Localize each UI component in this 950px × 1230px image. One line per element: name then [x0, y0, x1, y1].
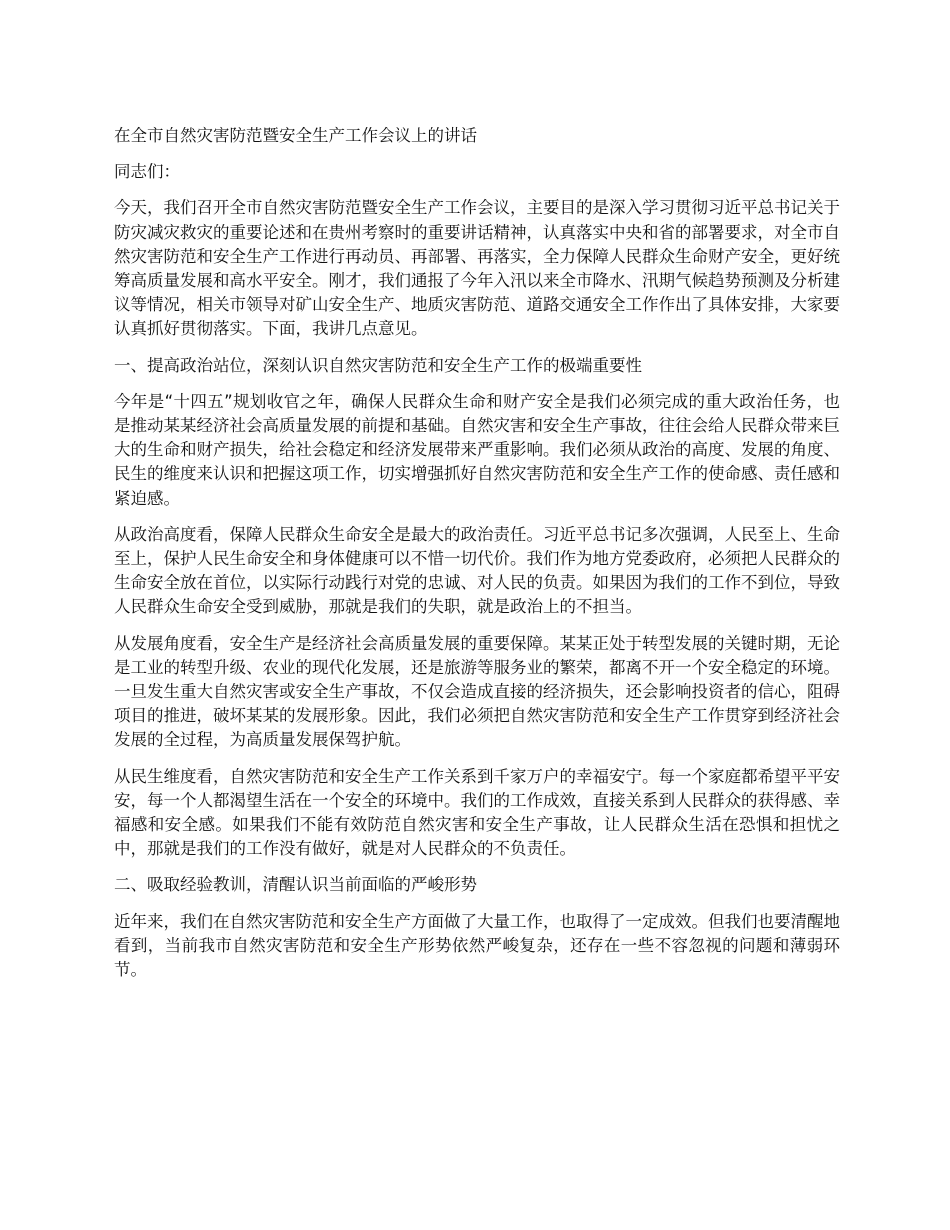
paragraph-development-perspective: 从发展角度看，安全生产是经济社会高质量发展的重要保障。某某正处于转型发展的关键时期，无论是工业的转型升级、农业的现代化发展，还是旅游等服务业的繁荣，都离不开一个安全稳定的环境。一旦发生重大自然灾害或安全生产事故，不仅会造成直接的经济损失，还会影响投资者的信心，阻碍项目的推进，破坏某某的发展形象。因此，我们必须把自然灾害防范和安全生产工作贯穿到经济社会发展的全过程，为高质量发展保驾护航。	[114, 633, 840, 750]
paragraph-section2-overview: 近年来，我们在自然灾害防范和安全生产方面做了大量工作，也取得了一定成效。但我们也要清醒地看到，当前我市自然灾害防范和安全生产形势依然严峻复杂，还存在一些不容忽视的问题和薄弱环节。	[114, 911, 840, 980]
paragraph-intro: 今天，我们召开全市自然灾害防范暨安全生产工作会议，主要目的是深入学习贯彻习近平总书记关于防灾减灾救灾的重要论述和在贵州考察时的重要讲话精神，认真落实中央和省的部署要求，对全市自然灾害防范和安全生产工作进行再动员、再部署、再落实，全力保障人民群众生命财产安全，更好统筹高质量发展和高水平安全。刚才，我们通报了今年入汛以来全市降水、汛期气候趋势预测及分析建议等情况，相关市领导对矿山安全生产、地质灾害防范、道路交通安全工作作出了具体安排，大家要认真抓好贯彻落实。下面，我讲几点意见。	[114, 198, 840, 339]
salutation: 同志们：	[114, 162, 180, 182]
paragraph-section1-overview: 今年是“十四五”规划收官之年，确保人民群众生命和财产安全是我们必须完成的重大政治任务，也是推动某某经济社会高质量发展的前提和基础。自然灾害和安全生产事故，往往会给人民群众带来巨大的生命和财产损失，给社会稳定和经济发展带来严重影响。我们必须从政治的高度、发展的角度、民生的维度来认识和把握这项工作，切实增强抓好自然灾害防范和安全生产工作的使命感、责任感和紧迫感。	[114, 391, 840, 508]
section-heading-1: 一、提高政治站位，深刻认识自然灾害防范和安全生产工作的极端重要性	[114, 355, 642, 375]
document-page	[114, 124, 840, 994]
section-heading-2: 二、吸取经验教训，清醒认识当前面临的严峻形势	[114, 875, 477, 895]
document-title: 在全市自然灾害防范暨安全生产工作会议上的讲话	[114, 126, 477, 145]
paragraph-livelihood-perspective: 从民生维度看，自然灾害防范和安全生产工作关系到千家万户的幸福安宁。每一个家庭都希望平平安安，每一个人都渴望生活在一个安全的环境中。我们的工作成效，直接关系到人民群众的获得感、幸福感和安全感。如果我们不能有效防范自然灾害和安全生产事故，让人民群众生活在恐惧和担忧之中，那就是我们的工作没有做好，就是对人民群众的不负责任。	[114, 766, 840, 859]
paragraph-political-perspective: 从政治高度看，保障人民群众生命安全是最大的政治责任。习近平总书记多次强调，人民至上、生命至上，保护人民生命安全和身体健康可以不惜一切代价。我们作为地方党委政府，必须把人民群众的生命安全放在首位，以实际行动践行对党的忠诚、对人民的负责。如果因为我们的工作不到位，导致人民群众生命安全受到威胁，那就是我们的失职，就是政治上的不担当。	[114, 524, 840, 617]
